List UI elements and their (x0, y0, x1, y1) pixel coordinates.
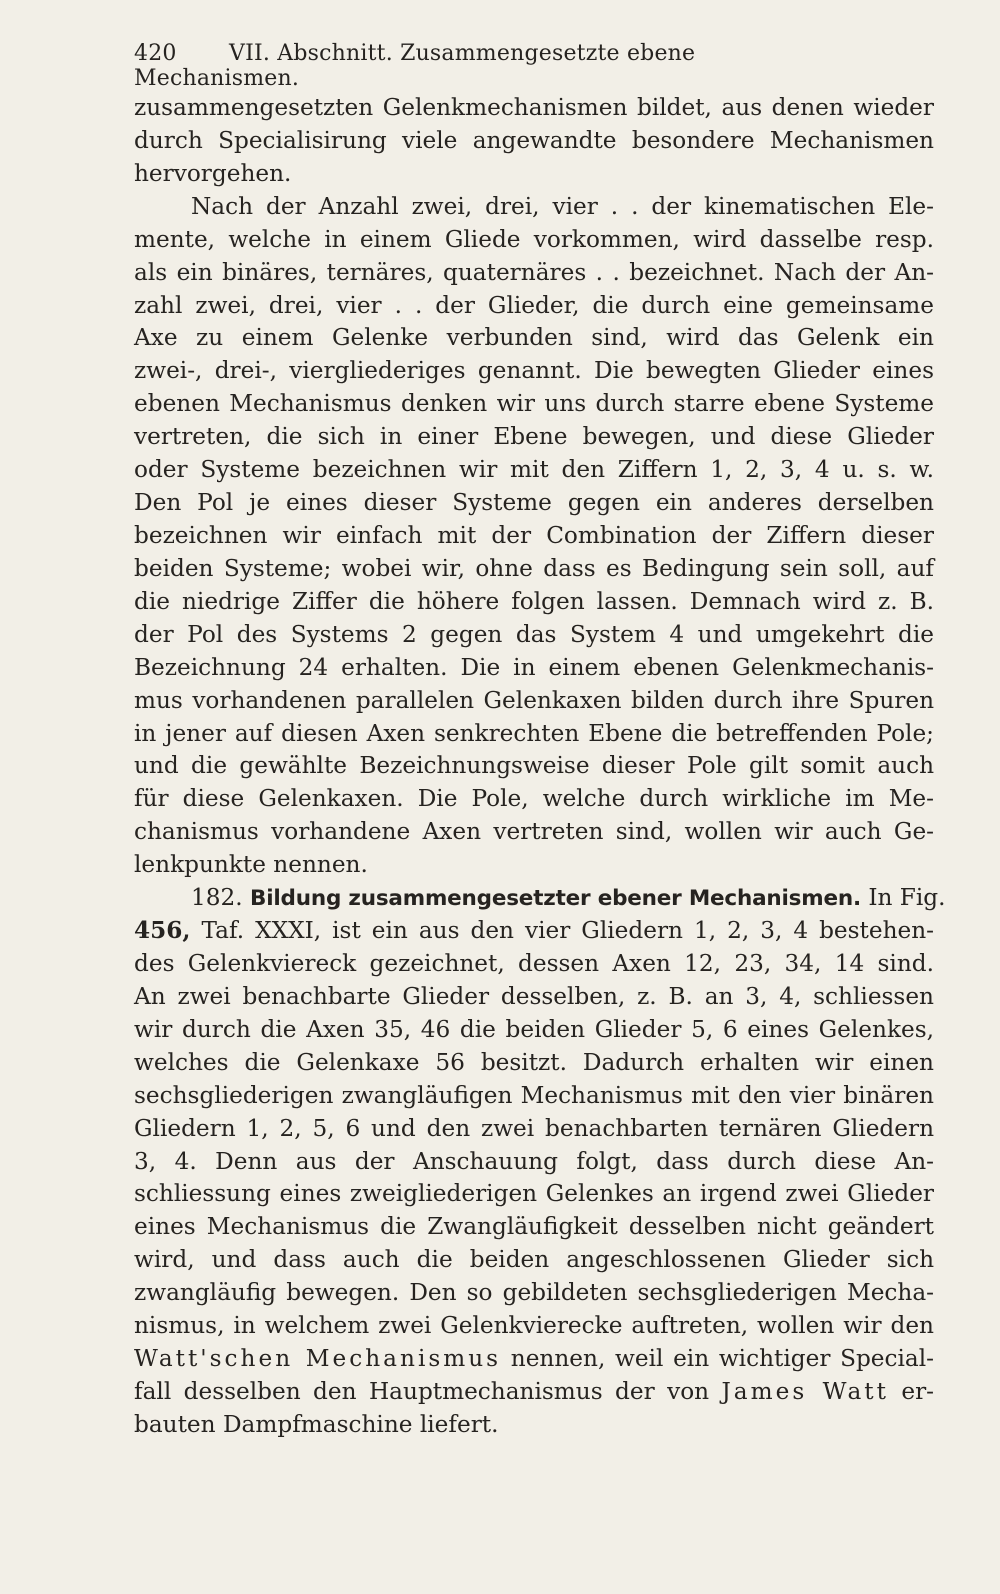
text-line: mus vorhandenen parallelen Gelenkaxen bilden durch ihre Spuren (134, 686, 934, 714)
text-line: hervorgehen. (134, 159, 292, 187)
text-line: zwei-, drei-, viergliederiges genannt. Die bewegten Glieder eines (134, 357, 934, 385)
text-fragment: er- (901, 1377, 935, 1405)
text-line: vertreten, die sich in einer Ebene bewegen, und diese Glieder (134, 423, 934, 451)
section-182-heading-line (134, 882, 946, 915)
text-line: und die gewählte Bezeichnungsweise dieser Pole gilt somit auch (134, 752, 934, 780)
section-number: 182. (191, 884, 243, 912)
text-line: die niedrige Ziffer die höhere folgen lassen. Demnach wird z. B. (134, 587, 934, 615)
text-line: Axe zu einem Gelenke verbunden sind, wird das Gelenk ein (134, 324, 934, 352)
watt-mechanism-term: Watt'schen Mechanismus (134, 1345, 502, 1373)
text-line: eines Mechanismus die Zwangläufigkeit desselben nicht geändert (134, 1213, 934, 1241)
text-line: wird, und dass auch die beiden angeschlossenen Glieder sich (134, 1246, 934, 1274)
text-line (134, 1376, 934, 1409)
text-line: des Gelenkviereck gezeichnet, dessen Axen 12, 23, 34, 14 sind. (134, 949, 934, 977)
text-line: schliessung eines zweigliederigen Gelenkes an irgend zwei Glieder (134, 1180, 934, 1208)
text-line: zahl zwei, drei, vier . . der Glieder, die durch eine gemeinsame (134, 291, 934, 319)
text-line: beiden Systeme; wobei wir, ohne dass es Bedingung sein soll, auf (134, 554, 934, 582)
page-number: 420 (134, 41, 177, 66)
text-line: chanismus vorhandene Axen vertreten sind, wollen wir auch Ge- (134, 818, 934, 846)
text-fragment: Taf. XXXI, ist ein aus den vier Gliedern 1, 2, 3, 4 bestehen- (201, 917, 934, 945)
running-title: VII. Abschnitt. Zusammengesetzte ebene Mechanismen. (134, 41, 696, 91)
text-line: nismus, in welchem zwei Gelenkvierecke auftreten, wollen wir den (134, 1312, 934, 1340)
text-line: Gliedern 1, 2, 5, 6 und den zwei benachbarten ternären Gliedern (134, 1114, 934, 1142)
text-line (134, 1343, 934, 1376)
text-fragment: nennen, weil ein wichtiger Special- (510, 1345, 935, 1373)
text-line: welches die Gelenkaxe 56 besitzt. Dadurch erhalten wir einen (134, 1048, 934, 1076)
text-line: durch Specialisirung viele angewandte besondere Mechanismen (134, 126, 934, 154)
text-line: 3, 4. Denn aus der Anschauung folgt, dass durch diese An- (134, 1147, 934, 1175)
text-line: als ein binäres, ternäres, quaternäres . . bezeichnet. Nach der An- (134, 258, 934, 286)
text-fragment: In Fig. (868, 884, 946, 912)
text-line: für diese Gelenkaxen. Die Pole, welche durch wirkliche im Me- (134, 785, 934, 813)
text-line: bezeichnen wir einfach mit der Combination der Ziffern dieser (134, 521, 934, 549)
text-line: Den Pol je eines dieser Systeme gegen ein anderes derselben (134, 489, 934, 517)
figure-reference: 456, (134, 917, 191, 945)
text-line: ebenen Mechanismus denken wir uns durch starre ebene Systeme (134, 390, 934, 418)
text-line: Bezeichnung 24 erhalten. Die in einem ebenen Gelenkmechanis- (134, 653, 934, 681)
text-line: sechsgliederigen zwangläufigen Mechanismus mit den vier binären (134, 1081, 934, 1109)
section-heading: Bildung zusammengesetzter ebener Mechanismen. (250, 886, 861, 912)
james-watt-name: James Watt (721, 1377, 889, 1405)
text-line: mente, welche in einem Gliede vorkommen, wird dasselbe resp. (134, 225, 934, 253)
text-line: Nach der Anzahl zwei, drei, vier . . der kinematischen Ele- (191, 192, 934, 220)
text-line: zwangläufig bewegen. Den so gebildeten sechsgliederigen Mecha- (134, 1279, 934, 1307)
text-line: An zwei benachbarte Glieder desselben, z. B. an 3, 4, schliessen (134, 982, 934, 1010)
text-line: der Pol des Systems 2 gegen das System 4 und umgekehrt die (134, 620, 934, 648)
text-line: oder Systeme bezeichnen wir mit den Ziffern 1, 2, 3, 4 u. s. w. (134, 456, 934, 484)
text-line: wir durch die Axen 35, 46 die beiden Glieder 5, 6 eines Gelenkes, (134, 1015, 934, 1043)
text-fragment: fall desselben den Hauptmechanismus der von (134, 1377, 710, 1405)
text-line: lenkpunkte nennen. (134, 851, 368, 879)
text-line: in jener auf diesen Axen senkrechten Ebene die betreffenden Pole; (134, 719, 934, 747)
body-text (134, 92, 946, 1442)
text-line: zusammengesetzten Gelenkmechanismen bildet, aus denen wieder (134, 94, 934, 121)
running-header (134, 41, 834, 91)
text-line (134, 915, 934, 948)
text-line: bauten Dampfmaschine liefert. (134, 1410, 499, 1438)
